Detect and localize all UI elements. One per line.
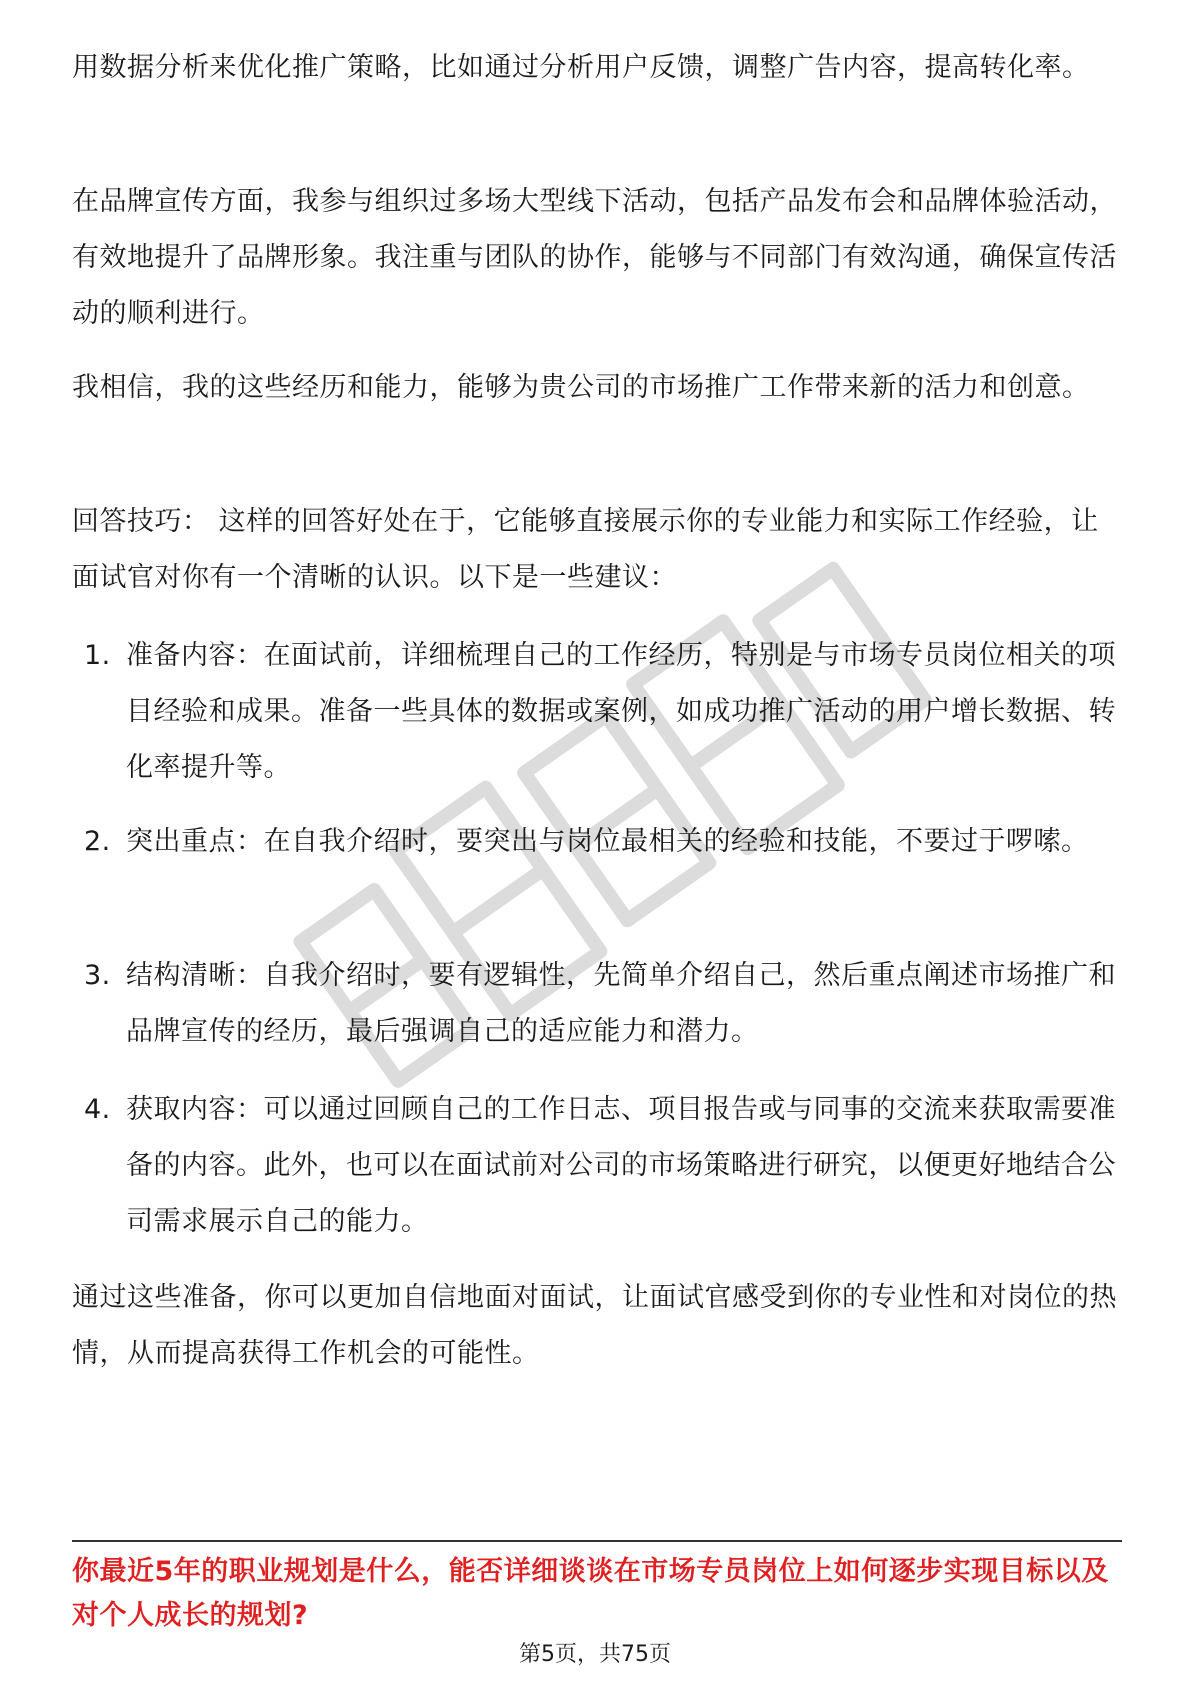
list-number: 3.: [84, 960, 111, 991]
list-text: 结构清晰：自我介绍时，要有逻辑性，先简单介绍自己，然后重点阐述市场推广和品牌宣传的经历，最后强调自己的适应能力和潜力。: [126, 960, 1116, 1047]
paragraph-tips: 回答技巧： 这样的回答好处在于，它能够直接展示你的专业能力和实际工作经验，让面试官对你有一个清晰的认识。以下是一些建议：: [72, 506, 1099, 593]
list-text: 突出重点：在自我介绍时，要突出与岗位最相关的经验和技能，不要过于啰嗦。: [126, 826, 1089, 857]
list-number: 2.: [84, 826, 111, 857]
closing-paragraph: 通过这些准备，你可以更加自信地面对面试，让面试官感受到你的专业性和对岗位的热情，从而提高获得工作机会的可能性。: [72, 1282, 1117, 1369]
list-text: 准备内容：在面试前，详细梳理自己的工作经历，特别是与市场专员岗位相关的项目经验和成果。准备一些具体的数据或案例，如成功推广活动的用户增长数据、转化率提升等。: [126, 640, 1116, 783]
paragraph-3: 我相信，我的这些经历和能力，能够为贵公司的市场推广工作带来新的活力和创意。: [72, 372, 1090, 403]
list-number: 4.: [84, 1094, 111, 1125]
section-divider: [72, 1540, 1122, 1542]
paragraph-2: 在品牌宣传方面，我参与组织过多场大型线下活动，包括产品发布会和品牌体验活动，有效地提升了品牌形象。我注重与团队的协作，能够与不同部门有效沟通，确保宣传活动的顺利进行。: [72, 186, 1117, 329]
paragraph-1: 用数据分析来优化推广策略，比如通过分析用户反馈，调整广告内容，提高转化率。: [72, 52, 1090, 83]
next-question-heading: 你最近5年的职业规划是什么，能否详细谈谈在市场专员岗位上如何逐步实现目标以及对个人成长的规划?: [72, 1556, 1109, 1631]
page-number-footer: 第5页，共75页: [519, 1642, 671, 1667]
list-text: 获取内容：可以通过回顾自己的工作日志、项目报告或与同事的交流来获取需要准备的内容。此外，也可以在面试前对公司的市场策略进行研究，以便更好地结合公司需求展示自己的能力。: [126, 1094, 1116, 1237]
list-number: 1.: [84, 640, 111, 671]
